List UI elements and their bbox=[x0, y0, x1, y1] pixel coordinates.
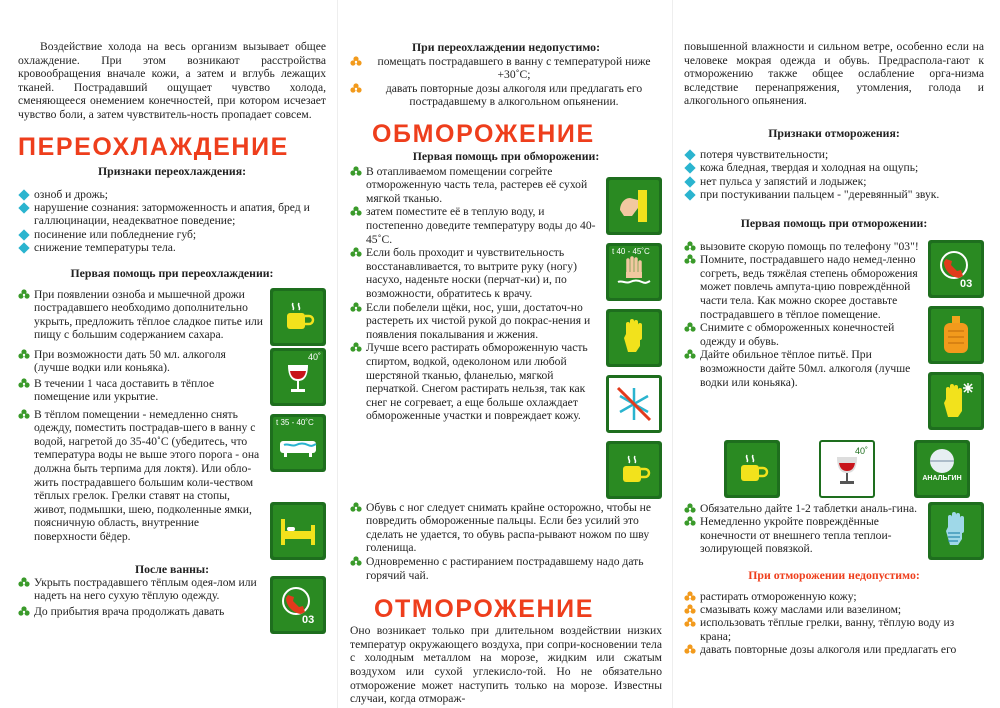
bullet-icon bbox=[684, 190, 695, 201]
cold-aid-block-2 bbox=[684, 502, 984, 560]
clover-bullet-icon bbox=[18, 289, 30, 301]
bullet-icon bbox=[18, 202, 29, 213]
cold-injury-intro: Оно возникает только при длительном воздействии низких температур окружающего воздуха, при сопри-косновении тела с холодным металлом на морозе, жидким или сжатым воздухом или сухой углекисло-той. Но не обязательно отморожение может наступить только на морозе. Известны случаи, когда отмораж- bbox=[350, 624, 662, 706]
clover-bullet-icon bbox=[684, 322, 696, 334]
frost-aid-block bbox=[350, 165, 662, 499]
clover-bullet-icon bbox=[350, 556, 362, 568]
no-snow-icon bbox=[606, 375, 662, 433]
flower-bullet-icon bbox=[684, 617, 696, 629]
list-item: использовать тёплые грелки, ванну, тёплую воду из крана; bbox=[684, 616, 984, 643]
list-item: нет пульса у запястий и лодыжек; bbox=[684, 175, 984, 188]
rubbing-towel-icon bbox=[606, 177, 662, 235]
bullet-icon bbox=[18, 189, 29, 200]
clover-bullet-icon bbox=[684, 516, 696, 528]
icon-row bbox=[684, 440, 984, 498]
list-item: Помните, пострадавшего надо немед-ленно согреть, ведь тяжёлая степень обморожения может повлечь ампута-цию повреждённой части тела. Как можно скорее доставьте пострадавшего в тёплое помещение. bbox=[684, 253, 922, 321]
list-item: кожа бледная, твердая и холодная на ощупь; bbox=[684, 161, 984, 174]
list-item: помещать пострадавшего в ванну с температурой ниже +30˚С; bbox=[350, 55, 662, 82]
list-item: вызовите скорую помощь по телефону "03"! bbox=[684, 240, 922, 254]
phone-03-icon bbox=[928, 240, 984, 298]
warm-water-hand-icon: t 40 - 45˚C bbox=[606, 243, 662, 301]
list-item: Дайте обильное тёплое питьё. При возможности дайте 50мл. алкоголя (лучше водки или коньяка). bbox=[684, 348, 922, 389]
list-item: Обувь с ног следует снимать крайне осторожно, чтобы не повредить обмороженные пальцы. Если без усилий это сделать не удается, то обувь распа-рывают ножом по шву голенища. bbox=[350, 501, 662, 555]
bullet-icon bbox=[684, 163, 695, 174]
list-item: смазывать кожу маслами или вазелином; bbox=[684, 603, 984, 616]
cold-injury-signs-heading: Признаки отморожения: bbox=[768, 125, 900, 140]
list-item: При возможности дать 50 мл. алкоголя (лучше водки или коньяка). bbox=[18, 348, 264, 375]
aid-block-2 bbox=[18, 348, 326, 406]
list-item: потеря чувствительности; bbox=[684, 148, 984, 161]
list-item: Если побелели щёки, нос, уши, достаточ-но растереть их чистой рукой до покрас-нения и появления покалывания и жжения. bbox=[350, 301, 600, 342]
clover-bullet-icon bbox=[350, 206, 362, 218]
analgin-pill-icon: АНАЛЬГИН bbox=[914, 440, 970, 498]
list-item: Немедленно укройте повреждённые конечности от внешнего тепла теплои-золирующей повязкой. bbox=[684, 515, 922, 556]
aid-block-3 bbox=[18, 408, 326, 560]
list-item: озноб и дрожь; bbox=[18, 188, 326, 201]
clover-bullet-icon bbox=[350, 502, 362, 514]
hypothermia-title: ПЕРЕОХЛАЖДЕНИЕ bbox=[18, 132, 289, 161]
bed-icon bbox=[270, 502, 326, 560]
frozen-hand-icon bbox=[928, 372, 984, 430]
hot-drink-icon bbox=[724, 440, 780, 498]
wine-glass-icon: 40˚ bbox=[819, 440, 875, 498]
flower-bullet-icon bbox=[684, 604, 696, 616]
fold-line bbox=[672, 0, 673, 708]
hypothermia-aid-heading: Первая помощь при переохлаждении: bbox=[70, 265, 274, 280]
bullet-icon bbox=[18, 243, 29, 254]
clover-bullet-icon bbox=[684, 503, 696, 515]
list-item: В течении 1 часа доставить в тёплое помещение или укрытие. bbox=[18, 377, 264, 404]
clover-bullet-icon bbox=[18, 606, 30, 618]
flower-bullet-icon bbox=[684, 591, 696, 603]
cold-injury-continued: повышенной влажности и сильном ветре, особенно если на человеке мокрая одежда и обувь. Предраспола-гают к отморожению также общее ослабление орга-низма вследствие перенапряжения, утомления, голода и алкогольного опьянения. bbox=[684, 40, 984, 108]
svg-text:03: 03 bbox=[302, 613, 315, 626]
list-item: нарушение сознания: заторможенность и апатия, бред и галлюцинации, неадекватное поведение; bbox=[18, 201, 326, 228]
list-item: давать повторные дозы алкоголя или предлагать его пострадавшему в алкогольном опьянении. bbox=[350, 82, 662, 109]
svg-text:03: 03 bbox=[960, 277, 973, 290]
hot-water-bottle-icon bbox=[928, 306, 984, 364]
cold-injury-signs-list bbox=[684, 148, 984, 202]
clover-bullet-icon bbox=[684, 349, 696, 361]
list-item: снижение температуры тела. bbox=[18, 241, 326, 254]
clover-bullet-icon bbox=[350, 342, 362, 354]
hypothermia-signs-heading: Признаки переохлаждения: bbox=[97, 163, 247, 178]
phone-03-icon bbox=[270, 576, 326, 634]
clover-bullet-icon bbox=[18, 349, 30, 361]
flower-bullet-icon bbox=[684, 644, 696, 656]
clover-bullet-icon bbox=[18, 409, 30, 421]
hypothermia-forbidden-heading: При переохлаждении недопустимо: bbox=[411, 40, 601, 54]
cold-injury-forbidden-heading: При отморожении недопустимо: bbox=[748, 567, 920, 582]
bullet-icon bbox=[684, 176, 695, 187]
hypothermia-signs-list bbox=[18, 188, 326, 255]
column-hypothermia bbox=[18, 0, 326, 708]
frostbite-aid-heading: Первая помощь при обморожении: bbox=[412, 148, 600, 163]
bath-icon: t 35 - 40˚C bbox=[270, 414, 326, 472]
list-item: растирать отмороженную кожу; bbox=[684, 590, 984, 603]
after-bath-block bbox=[18, 576, 326, 634]
cold-injury-title: ОТМОРОЖЕНИЕ bbox=[374, 595, 595, 624]
bullet-icon bbox=[684, 149, 695, 160]
hot-drink-icon bbox=[270, 288, 326, 346]
list-item: Лучше всего растирать обмороженную часть спиртом, водкой, одеколоном или любой шерстяной тканью, фланелью, мягкой перчаткой. Снегом растирать нельзя, так как снег не согревает, а еще больше охлаждает обмороженные участки и повреждает кожу. bbox=[350, 341, 600, 423]
bandaged-hand-icon bbox=[928, 502, 984, 560]
column-cold-injury bbox=[684, 0, 984, 708]
list-item: Одновременно с растиранием пострадавшему надо дать горячий чай. bbox=[350, 555, 662, 582]
column-frostbite bbox=[350, 0, 662, 708]
fold-line bbox=[337, 0, 338, 708]
list-item: Укрыть пострадавшего тёплым одея-лом или надеть на него сухую тёплую одежду. bbox=[18, 576, 264, 603]
list-item: давать повторные дозы алкоголя или предлагать его bbox=[684, 643, 984, 656]
clover-bullet-icon bbox=[350, 247, 362, 259]
list-item: посинение или побледнение губ; bbox=[18, 228, 326, 241]
list-item: затем поместите её в теплую воду, и постепенно доведите температуру воды до 40-45˚С. bbox=[350, 205, 600, 246]
clover-bullet-icon bbox=[684, 254, 696, 266]
clover-bullet-icon bbox=[350, 166, 362, 178]
intro-paragraph: Воздействие холода на весь организм вызывает общее охлаждение. При этом возникают расстройства кровообращения вначале кожи, а затем и вглубь лежащих тканей. Пострадавший ощущает чувство холода, сменяющееся онемением конечностей, при котором исчезает чувство боли, а затем чувствитель-ность пропадает совсем. bbox=[18, 40, 326, 121]
cold-injury-forbidden-list bbox=[684, 590, 984, 657]
list-item: Обязательно дайте 1-2 таблетки аналь-гина. bbox=[684, 502, 922, 516]
bullet-icon bbox=[18, 229, 29, 240]
list-item: До прибытия врача продолжать давать bbox=[18, 605, 264, 619]
flower-bullet-icon bbox=[350, 56, 362, 68]
glove-icon bbox=[606, 309, 662, 367]
list-item: При появлении озноба и мышечной дрожи пострадавшего необходимо дополнительно укрыть, предложить тёплое сладкое питье или пищу с большим содержанием сахара. bbox=[18, 288, 264, 342]
frostbite-title: ОБМОРОЖЕНИЕ bbox=[372, 119, 595, 148]
clover-bullet-icon bbox=[350, 302, 362, 314]
cold-injury-aid-heading: Первая помощь при отморожении: bbox=[740, 215, 928, 230]
after-bath-heading: После ванны: bbox=[134, 561, 210, 576]
flower-bullet-icon bbox=[350, 83, 362, 95]
frost-aid-list-2 bbox=[350, 501, 662, 583]
list-item: при постукивании пальцем - "деревянный" звук. bbox=[684, 188, 984, 201]
clover-bullet-icon bbox=[18, 378, 30, 390]
cold-aid-block bbox=[684, 240, 984, 430]
wine-glass-icon: 40˚ bbox=[270, 348, 326, 406]
hot-tea-icon bbox=[606, 441, 662, 499]
aid-block-1 bbox=[18, 288, 326, 346]
list-item: Если боль проходит и чувствительность восстанавливается, то вытрите руку (ногу) насухо, наденьте носки (перчат-ки) и, по возможности, обратитесь к врачу. bbox=[350, 246, 600, 300]
clover-bullet-icon bbox=[684, 241, 696, 253]
list-item: В отапливаемом помещении согрейте отмороженную часть тела, растерев её сухой мягкой тканью. bbox=[350, 165, 600, 206]
hypothermia-forbidden-list bbox=[350, 55, 662, 109]
clover-bullet-icon bbox=[18, 577, 30, 589]
list-item: В тёплом помещении - немедленно снять одежду, поместить пострадав-шего в ванну с водой, нагретой до 35-40˚С (убедитесь, что температура воды не выше этого порога - она должна быть терпима для локтя). Или обло-жить пострадавшего большим коли-чеством тёплых грелок. Грелки ставят на стопы, живот, подмышки, шею, подколенные ямки, поясничную область, внутренние поверхности бёдер. bbox=[18, 408, 264, 544]
list-item: Снимите с обмороженных конечностей одежду и обувь. bbox=[684, 321, 922, 348]
